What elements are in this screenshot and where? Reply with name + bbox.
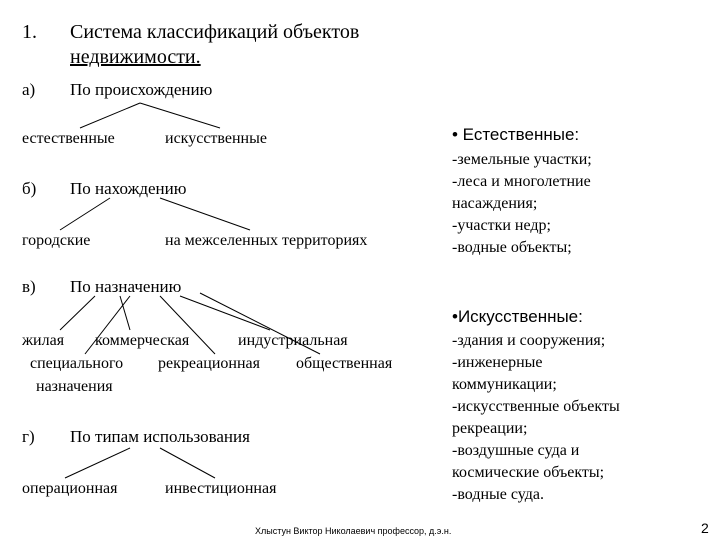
group-g-child-investment: инвестиционная <box>165 480 277 497</box>
footer-author: Хлыстун Виктор Николаевич профессор, д.э.н. <box>255 526 452 536</box>
connector-b-intersettlement <box>160 198 250 230</box>
heading-marker: 1. <box>22 21 37 43</box>
natural-item: -земельные участки; <box>452 151 592 168</box>
artificial-item: -здания и сооружения; <box>452 332 606 349</box>
artificial-item: коммуникации; <box>452 376 557 393</box>
group-b-title: По нахождению <box>70 179 187 198</box>
connector-g-investment <box>160 448 215 478</box>
artificial-item: космические объекты; <box>452 464 605 481</box>
natural-title: • Естественные: <box>452 125 580 144</box>
connector-v-residential <box>60 296 95 330</box>
group-v-child-special-cont: назначения <box>36 378 113 395</box>
natural-item: насаждения; <box>452 195 538 212</box>
connector-b-urban <box>60 198 110 230</box>
group-v-child-special: специального <box>30 355 124 372</box>
heading-line-2: недвижимости. <box>70 46 201 68</box>
natural-item: -леса и многолетние <box>452 173 591 190</box>
group-v-child-commercial: коммерческая <box>95 332 190 349</box>
group-b-child-intersettlement: на межселенных территориях <box>165 232 368 249</box>
artificial-item: -воздушные суда и <box>452 442 580 459</box>
natural-item: -участки недр; <box>452 217 551 234</box>
slide-number: 2 <box>701 520 709 536</box>
group-a-child-natural: естественные <box>22 130 115 147</box>
group-v-child-public: общественная <box>296 355 393 372</box>
group-a-title: По происхождению <box>70 80 213 99</box>
group-v-child-industrial: индустриальная <box>238 332 348 349</box>
group-v-child-residential: жилая <box>22 332 65 349</box>
group-g-title: По типам использования <box>70 427 250 446</box>
group-a-marker: а) <box>22 80 36 99</box>
group-g-child-operational: операционная <box>22 480 118 497</box>
group-a-child-artificial: искусственные <box>165 130 267 147</box>
group-v-child-recreational: рекреационная <box>158 355 260 372</box>
artificial-title: •Искусственные: <box>452 307 583 326</box>
group-b-marker: б) <box>22 179 37 198</box>
group-v-title: По назначению <box>70 277 182 296</box>
connector-v-industrial <box>180 296 270 330</box>
artificial-item: -водные суда. <box>452 486 544 503</box>
natural-item: -водные объекты; <box>452 239 572 256</box>
connector-v-commercial <box>120 296 130 330</box>
artificial-item: -инженерные <box>452 354 543 371</box>
connector-a-natural <box>80 103 140 128</box>
connector-a-artificial <box>140 103 220 128</box>
connector-g-operational <box>65 448 130 478</box>
heading-line-1: Система классификаций объектов <box>70 21 360 43</box>
artificial-item: -искусственные объекты <box>452 398 620 415</box>
group-g-marker: г) <box>22 427 35 446</box>
artificial-item: рекреации; <box>452 420 528 437</box>
group-b-child-urban: городские <box>22 232 91 249</box>
group-v-marker: в) <box>22 277 36 296</box>
